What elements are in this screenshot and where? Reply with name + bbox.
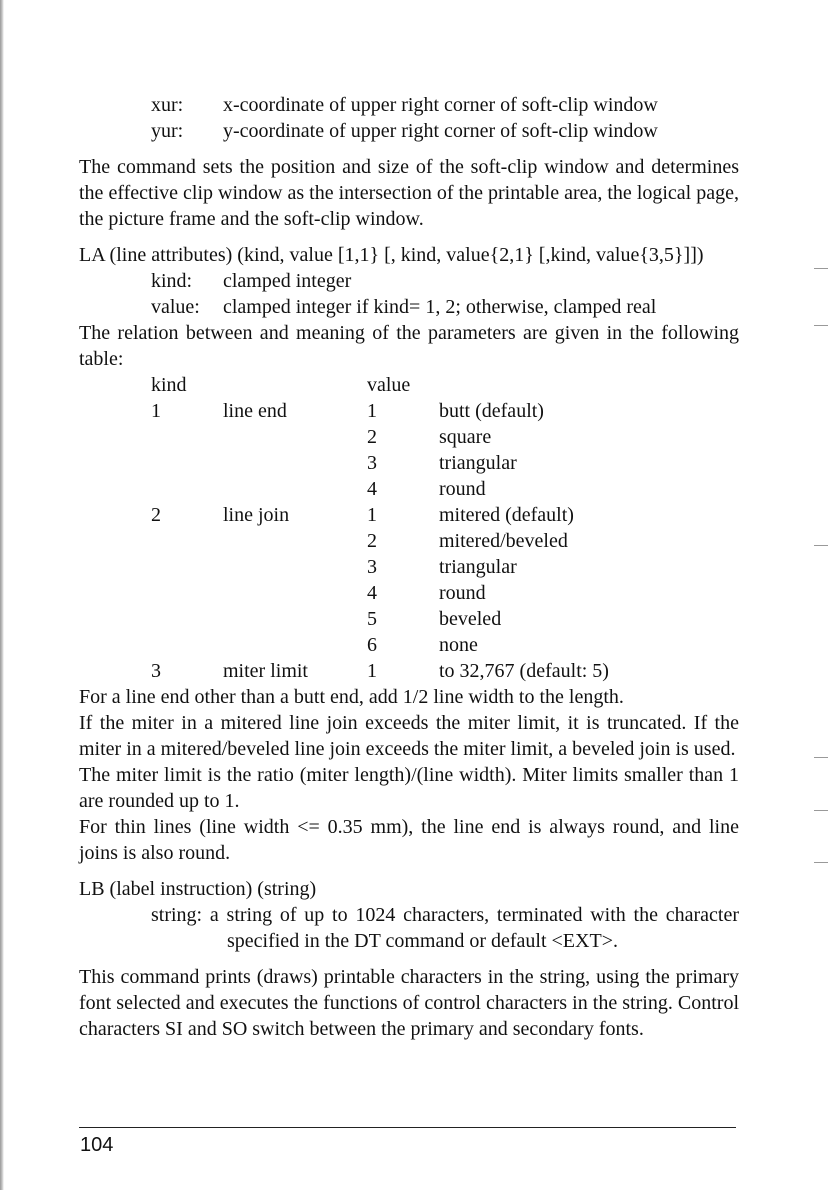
param-desc: x-coordinate of upper right corner of soft-clip window [223, 94, 658, 116]
table-cell: 1 [367, 400, 377, 422]
page-content [79, 92, 739, 1042]
table-cell [151, 424, 223, 450]
param-key: kind: [151, 270, 193, 292]
note-miter-truncation: If the miter in a mitered line join exceeds the miter limit, it is truncated. If the miter in a mitered/beveled line join exceeds the miter limit, a beveled join is used. [79, 712, 739, 760]
table-row [151, 424, 739, 450]
table-cell: 4 [367, 582, 377, 604]
param-row [151, 118, 739, 144]
table-cell: butt (default) [439, 400, 544, 422]
table-cell: round [439, 478, 486, 500]
table-cell: 5 [367, 608, 377, 630]
page-number: 104 [80, 1134, 114, 1156]
lb-command-syntax: LB (label instruction) (string) [79, 878, 317, 900]
table-cell [223, 450, 367, 476]
table-cell: square [439, 426, 492, 448]
table-cell: miter limit [223, 660, 308, 682]
header-blank [439, 372, 739, 398]
table-header [151, 372, 739, 398]
margin-mark [814, 545, 828, 546]
table-cell: round [439, 582, 486, 604]
table-row [151, 606, 739, 632]
table-cell: none [439, 634, 478, 656]
header-value: value [367, 374, 411, 396]
scan-edge [0, 0, 4, 1190]
table-row [151, 632, 739, 658]
table-cell [223, 424, 367, 450]
softclip-paragraph: The command sets the position and size of the soft-clip window and determines the effective clip window as the intersection of the printable area, the logical page, the picture frame and the soft-clip window. [79, 156, 739, 230]
footer-rule [79, 1127, 736, 1128]
note-butt-end: For a line end other than a butt end, add 1/2 line width to the length. [79, 686, 624, 708]
softclip-param-list [79, 92, 739, 144]
table-cell [151, 580, 223, 606]
table-row [151, 502, 739, 528]
param-row [151, 268, 739, 294]
table-cell: 3 [367, 452, 377, 474]
table-cell: 2 [367, 426, 377, 448]
table-cell: 3 [151, 660, 161, 682]
table-cell: line join [223, 504, 290, 526]
table-row [151, 398, 739, 424]
la-param-list [79, 268, 739, 320]
param-row [151, 92, 739, 118]
table-cell: mitered/beveled [439, 530, 568, 552]
table-cell [151, 450, 223, 476]
table-cell [223, 606, 367, 632]
note-thin-lines: For thin lines (line width <= 0.35 mm), the line end is always round, and line joins is also round. [79, 816, 739, 864]
table-cell: mitered (default) [439, 504, 574, 526]
table-cell [223, 554, 367, 580]
la-command-syntax: LA (line attributes) (kind, value [1,1} [, kind, value{2,1} [,kind, value{3,5}]]) [79, 244, 704, 266]
la-relation-text: The relation between and meaning of the parameters are given in the following table: [79, 322, 739, 370]
table-cell: 6 [367, 634, 377, 656]
table-cell [151, 528, 223, 554]
line-attributes-table [151, 372, 739, 684]
table-cell: 1 [367, 660, 377, 682]
table-cell: 3 [367, 556, 377, 578]
param-key: xur: [151, 94, 184, 116]
param-desc: clamped integer if kind= 1, 2; otherwise, clamped real [223, 296, 657, 318]
table-cell: beveled [439, 608, 502, 630]
table-row [151, 580, 739, 606]
table-cell: to 32,767 (default: 5) [439, 660, 609, 682]
table-cell [223, 476, 367, 502]
table-row [151, 476, 739, 502]
note-miter-ratio: The miter limit is the ratio (miter length)/(line width). Miter limits smaller than 1 are rounded up to 1. [79, 764, 739, 812]
margin-mark [814, 325, 828, 326]
table-cell: triangular [439, 556, 517, 578]
param-row [151, 294, 739, 320]
table-cell [151, 606, 223, 632]
margin-mark [814, 268, 828, 269]
table-cell: 2 [367, 530, 377, 552]
table-cell: 2 [151, 504, 161, 526]
table-cell: 4 [367, 478, 377, 500]
table-cell: line end [223, 400, 287, 422]
table-cell: triangular [439, 452, 517, 474]
table-cell [223, 632, 367, 658]
param-key: value: [151, 296, 200, 318]
table-cell [151, 632, 223, 658]
margin-mark [814, 757, 828, 758]
param-desc: y-coordinate of upper right corner of soft-clip window [223, 120, 658, 142]
table-cell [151, 476, 223, 502]
margin-mark [814, 810, 828, 811]
table-cell [223, 580, 367, 606]
table-row [151, 450, 739, 476]
header-blank [223, 372, 367, 398]
table-cell: 1 [151, 400, 161, 422]
table-cell [223, 528, 367, 554]
table-row [151, 658, 739, 684]
table-cell [151, 554, 223, 580]
param-key: string: [151, 904, 203, 926]
header-kind: kind [151, 374, 187, 396]
table-row [151, 528, 739, 554]
table-cell: 1 [367, 504, 377, 526]
param-desc: a string of up to 1024 characters, terminated with the character specified in the DT command or default <EXT>. [209, 904, 739, 952]
table-row [151, 554, 739, 580]
margin-mark [814, 862, 828, 863]
lb-paragraph: This command prints (draws) printable characters in the string, using the primary font selected and executes the functions of control characters in the string. Control characters SI and SO switch between the primary and secondary fonts. [79, 966, 739, 1040]
lb-param [79, 902, 739, 954]
param-key: yur: [151, 120, 184, 142]
param-desc: clamped integer [223, 270, 352, 292]
